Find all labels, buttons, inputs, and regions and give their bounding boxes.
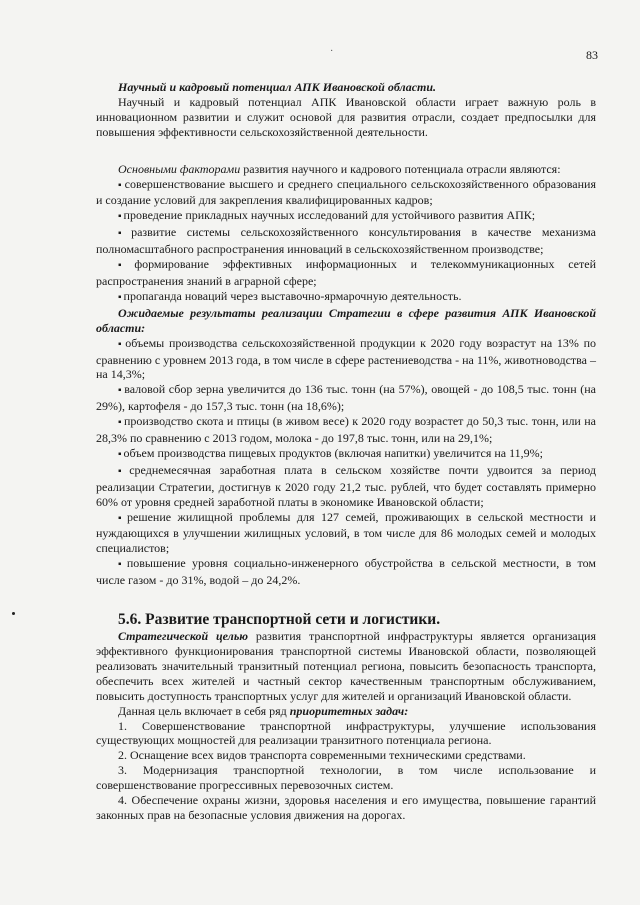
heading-expected-results: Ожидаемые результаты реализации Стратегии в сфере развития АПК Ивановской области:	[96, 305, 596, 335]
result-item: ▪ объемы производства сельскохозяйственной продукции к 2020 году возрастут на 13% по сравнению с уровнем 2013 года, в том числе в сфере растениеводства - на 11%, животноводства – на 14,3%;	[96, 336, 596, 383]
scan-speck	[12, 612, 15, 615]
factor-item: ▪ пропаганда новаций через выставочно-ярмарочную деятельность.	[96, 289, 596, 306]
scan-dot: ·	[330, 46, 334, 57]
goal-paragraph	[96, 629, 596, 704]
tasks-intro	[96, 704, 596, 719]
result-item: ▪ среднемесячная заработная плата в сельском хозяйстве почти удвоится за период реализации Стратегии, достигнув к 2020 году 21,2 тыс. рублей, что будет составлять примерно 60% от уровня средней заработной платы в экономике Ивановской области;	[96, 463, 596, 510]
goal-rest: развития транспортной инфраструктуры является организация эффективного функционирования транспортной системы Ивановской области, позволяющей реализовать значительный транзитный потенциал региона, повысить безопасность транспорта, обеспечить всех жителей и частный сектор качественным транспортным обслуживанием, повысить доступность транспортных услуг для жителей и организаций Ивановской области.	[96, 629, 596, 703]
task-item: 3. Модернизация транспортной технологии, в том числе использование и совершенствование прогрессивных перевозочных систем.	[96, 763, 596, 793]
section-title: 5.6. Развитие транспортной сети и логистики.	[118, 611, 441, 629]
heading-scientific-potential: Научный и кадровый потенциал АПК Ивановской области.	[118, 80, 437, 94]
result-item: ▪ повышение уровня социально-инженерного обустройства в сельской местности, в том числе газом - до 31%, водой – до 24,2%.	[96, 556, 596, 588]
result-item: ▪ решение жилищной проблемы для 127 семей, проживающих в сельской местности и нуждающихся в улучшении жилищных условий, в том числе для 86 молодых семей и молодых специалистов;	[96, 510, 596, 557]
factors-lead: Основными факторами	[118, 161, 241, 176]
goal-lead: Стратегической целью	[118, 629, 249, 644]
factors-rest: развития научного и кадрового потенциала отрасли являются:	[240, 161, 561, 176]
page-number: 83	[586, 48, 598, 62]
intro-paragraph: Научный и кадровый потенциал АПК Ивановской области играет важную роль в инновационном развитии и служит основой для развития отрасли, создает предпосылки для повышения эффективности сельскохозяйственной деятельности.	[96, 94, 596, 139]
result-item: ▪ валовой сбор зерна увеличится до 136 тыс. тонн (на 57%), овощей - до 108,5 тыс. тонн (на 29%), картофеля - до 157,3 тыс. тонн (на 18,6%);	[96, 382, 596, 414]
factors-paragraph	[96, 162, 596, 177]
factor-item: ▪ формирование эффективных информационных и телекоммуникационных сетей распространения знаний в аграрной сфере;	[96, 257, 596, 289]
task-item: 2. Оснащение всех видов транспорта современными техническими средствами.	[118, 748, 526, 763]
tasks-intro-emph: приоритетных задач:	[289, 703, 409, 718]
result-item: ▪ производство скота и птицы (в живом весе) к 2020 году возрастет до 50,3 тыс. тонн, или на 28,3% по сравнению с 2013 годом, молока - до 197,8 тыс. тонн, или на 29,1%;	[96, 414, 596, 446]
task-item: 4. Обеспечение охраны жизни, здоровья населения и его имущества, повышение гарантий законных прав на безопасные условия движения на дорогах.	[96, 793, 596, 822]
result-item: ▪ объем производства пищевых продуктов (включая напитки) увеличится на 11,9%;	[96, 446, 596, 463]
task-item: 1. Совершенствование транспортной инфраструктуры, улучшение использования существующих мощностей для реализации транзитного потенциала региона.	[96, 718, 596, 748]
factor-item: ▪ проведение прикладных научных исследований для устойчивого развития АПК;	[96, 208, 596, 225]
factor-item: ▪ развитие системы сельскохозяйственного консультирования в качестве механизма полномасштабного распространения инноваций в сельскохозяйственном производстве;	[96, 225, 596, 257]
tasks-intro-text: Данная цель включает в себя ряд	[118, 703, 290, 718]
factor-item: ▪ совершенствование высшего и среднего специального сельскохозяйственного образования и создание условий для закрепления квалифицированных кадров;	[96, 177, 596, 209]
